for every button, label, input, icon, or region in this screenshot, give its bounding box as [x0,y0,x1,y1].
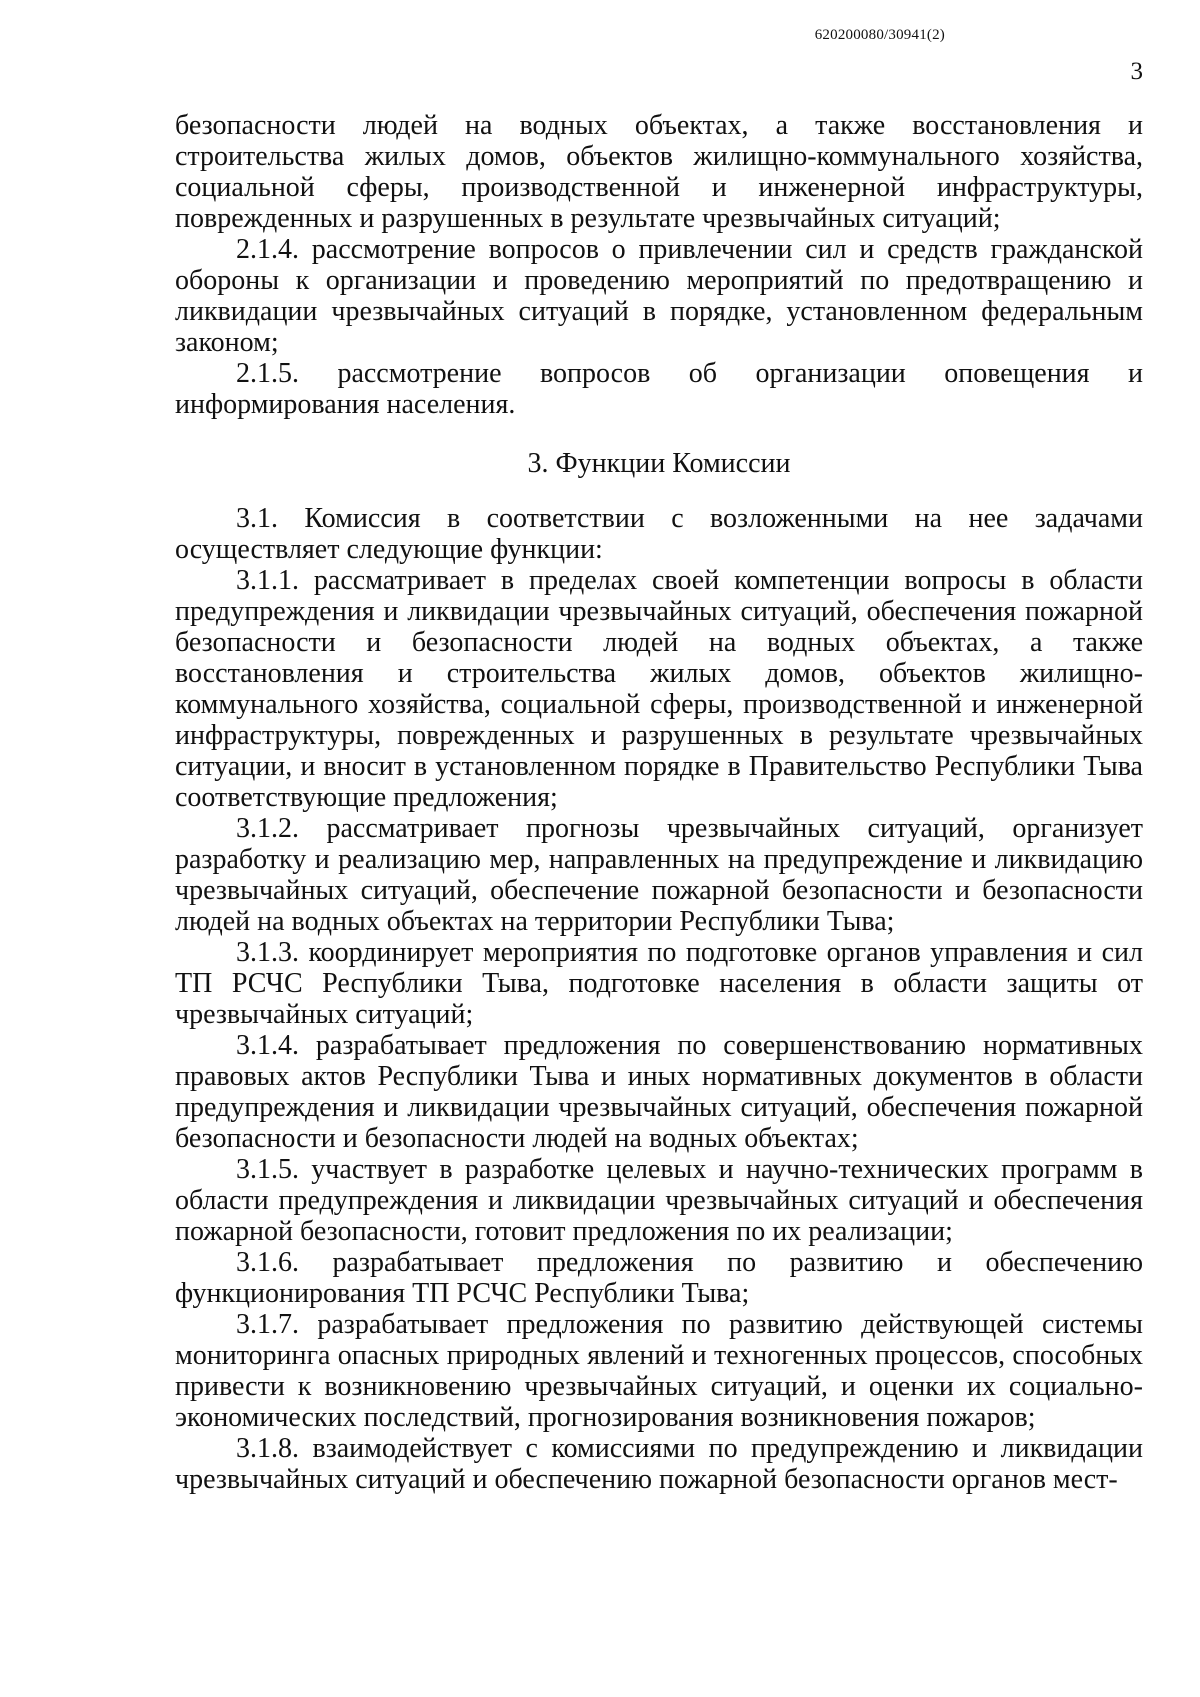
paragraph-3-1: 3.1. Комиссия в соответствии с возложенными на нее задачами осуществляет следующие функции: [175,503,1143,565]
paragraph-2-1-4: 2.1.4. рассмотрение вопросов о привлечении сил и средств гражданской обороны к организации и проведению мероприятий по предотвращению и ликвидации чрезвычайных ситуаций в порядке, установленном федеральным законом; [175,234,1143,358]
document-id: 620200080/30941(2) [814,27,945,43]
paragraph-3-1-7: 3.1.7. разрабатывает предложения по развитию действующей системы мониторинга опасных природных явлений и техногенных процессов, способных привести к возникновению чрезвычайных ситуаций, и оценки их социально-экономических последствий, прогнозирования возникновения пожаров; [175,1309,1143,1433]
paragraph-2-1-5: 2.1.5. рассмотрение вопросов об организации оповещения и информирования населения. [175,358,1143,420]
paragraph-3-1-2: 3.1.2. рассматривает прогнозы чрезвычайных ситуаций, организует разработку и реализацию мер, направленных на предупреждение и ликвидацию чрезвычайных ситуаций, обеспечение пожарной безопасности и безопасности людей на водных объектах на территории Республики Тыва; [175,813,1143,937]
paragraph-3-1-6: 3.1.6. разрабатывает предложения по развитию и обеспечению функционирования ТП РСЧС Республики Тыва; [175,1247,1143,1309]
paragraph-3-1-3: 3.1.3. координирует мероприятия по подготовке органов управления и сил ТП РСЧС Республики Тыва, подготовке населения в области защиты от чрезвычайных ситуаций; [175,937,1143,1030]
paragraph-3-1-1: 3.1.1. рассматривает в пределах своей компетенции вопросы в области предупреждения и ликвидации чрезвычайных ситуаций, обеспечения пожарной безопасности и безопасности людей на водных объектах, а также восстановления и строительства жилых домов, объектов жилищно-коммунального хозяйства, социальной сферы, производственной и инженерной инфраструктуры, поврежденных и разрушенных в результате чрезвычайных ситуации, и вносит в установленном порядке в Правительство Республики Тыва соответствующие предложения; [175,565,1143,813]
paragraph-3-1-4: 3.1.4. разрабатывает предложения по совершенствованию нормативных правовых актов Республики Тыва и иных нормативных документов в области предупреждения и ликвидации чрезвычайных ситуаций, обеспечения пожарной безопасности и безопасности людей на водных объектах; [175,1030,1143,1154]
page-number: 3 [1130,58,1143,85]
paragraph-3-1-8: 3.1.8. взаимодействует с комиссиями по предупреждению и ликвидации чрезвычайных ситуаций и обеспечению пожарной безопасности органов мест- [175,1433,1143,1495]
paragraph-continuation: безопасности людей на водных объектах, а также восстановления и строительства жилых домов, объектов жилищно-коммунального хозяйства, социальной сферы, производственной и инженерной инфраструктуры, поврежденных и разрушенных в результате чрезвычайных ситуаций; [175,110,1143,234]
section-title: 3. Функции Комиссии [527,448,791,479]
paragraph-3-1-5: 3.1.5. участвует в разработке целевых и научно-технических программ в области предупреждения и ликвидации чрезвычайных ситуаций и обеспечения пожарной безопасности, готовит предложения по их реализации; [175,1154,1143,1247]
document-body [175,110,1143,1495]
